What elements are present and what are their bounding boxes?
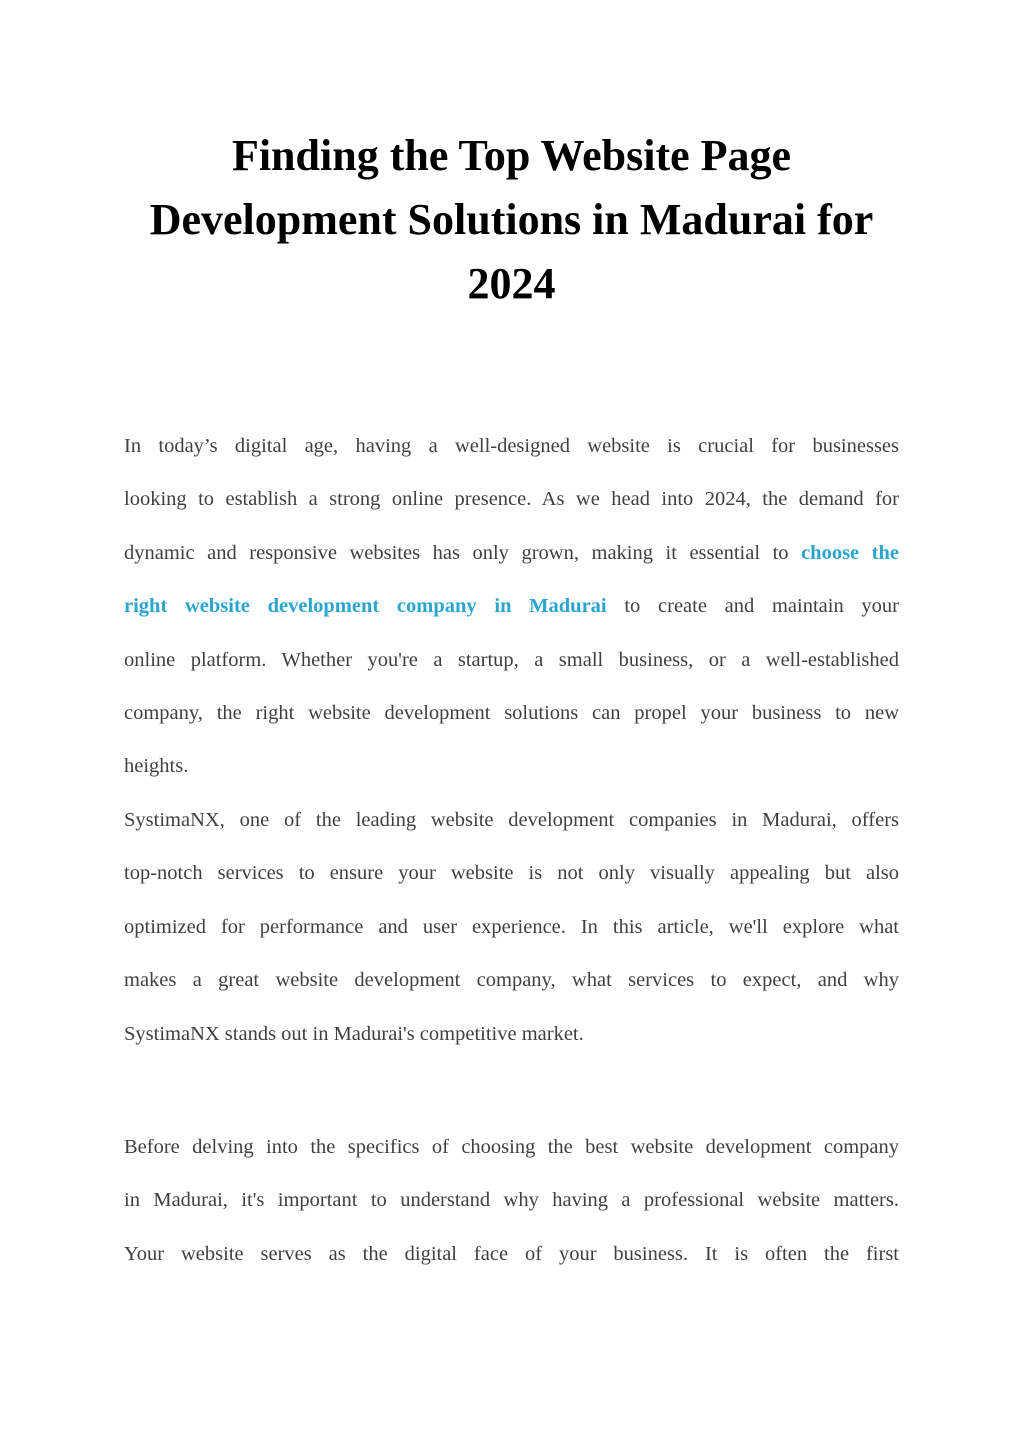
- paragraph-line: heights.: [124, 755, 189, 778]
- paragraph-line-with-link: [124, 580, 899, 633]
- paragraph-line: SystimaNX stands out in Madurai's competitive market.: [124, 1022, 584, 1045]
- paragraph-line: In today’s digital age, having a well-designed website is crucial for businesses: [124, 435, 899, 457]
- paragraph-line: looking to establish a strong online presence. As we head into 2024, the demand for: [124, 488, 899, 511]
- title-line-1: Finding the Top Website Page: [231, 131, 792, 180]
- paragraph-line: company, the right website development solutions can propel your business to new: [124, 701, 899, 724]
- paragraph-line: in Madurai, it's important to understand why having a professional website matters.: [124, 1189, 899, 1212]
- title-line-2: Development Solutions in Madurai for: [149, 195, 874, 244]
- paragraph-line: makes a great website development company, what services to expect, and why: [124, 969, 899, 992]
- paragraph-line: online platform. Whether you're a startup, a small business, or a well-established: [124, 648, 899, 671]
- page-title: [100, 124, 923, 316]
- company-link-part-1[interactable]: choose the: [801, 541, 900, 564]
- company-link-part-2[interactable]: right website development company in Madurai: [124, 595, 607, 618]
- paragraph-line: Your website serves as the digital face of your business. It is often the first: [124, 1242, 899, 1265]
- paragraph-text: to create and maintain your: [606, 595, 899, 618]
- paragraph-intro: [124, 420, 899, 794]
- title-line-3: 2024: [467, 259, 556, 308]
- paragraph-line: SystimaNX, one of the leading website development companies in Madurai, offers: [124, 809, 899, 831]
- paragraph-line: top-notch services to ensure your website is not only visually appealing but also: [124, 862, 899, 885]
- paragraph-text: dynamic and responsive websites has only grown, making it essential to: [124, 541, 802, 564]
- paragraph-why-website: [124, 1121, 899, 1281]
- paragraph-systimanx: [124, 794, 899, 1061]
- paragraph-line-with-link: [124, 527, 899, 580]
- paragraph-line: optimized for performance and user experience. In this article, we'll explore what: [124, 915, 899, 938]
- paragraph-line: Before delving into the specifics of choosing the best website development company: [124, 1136, 899, 1158]
